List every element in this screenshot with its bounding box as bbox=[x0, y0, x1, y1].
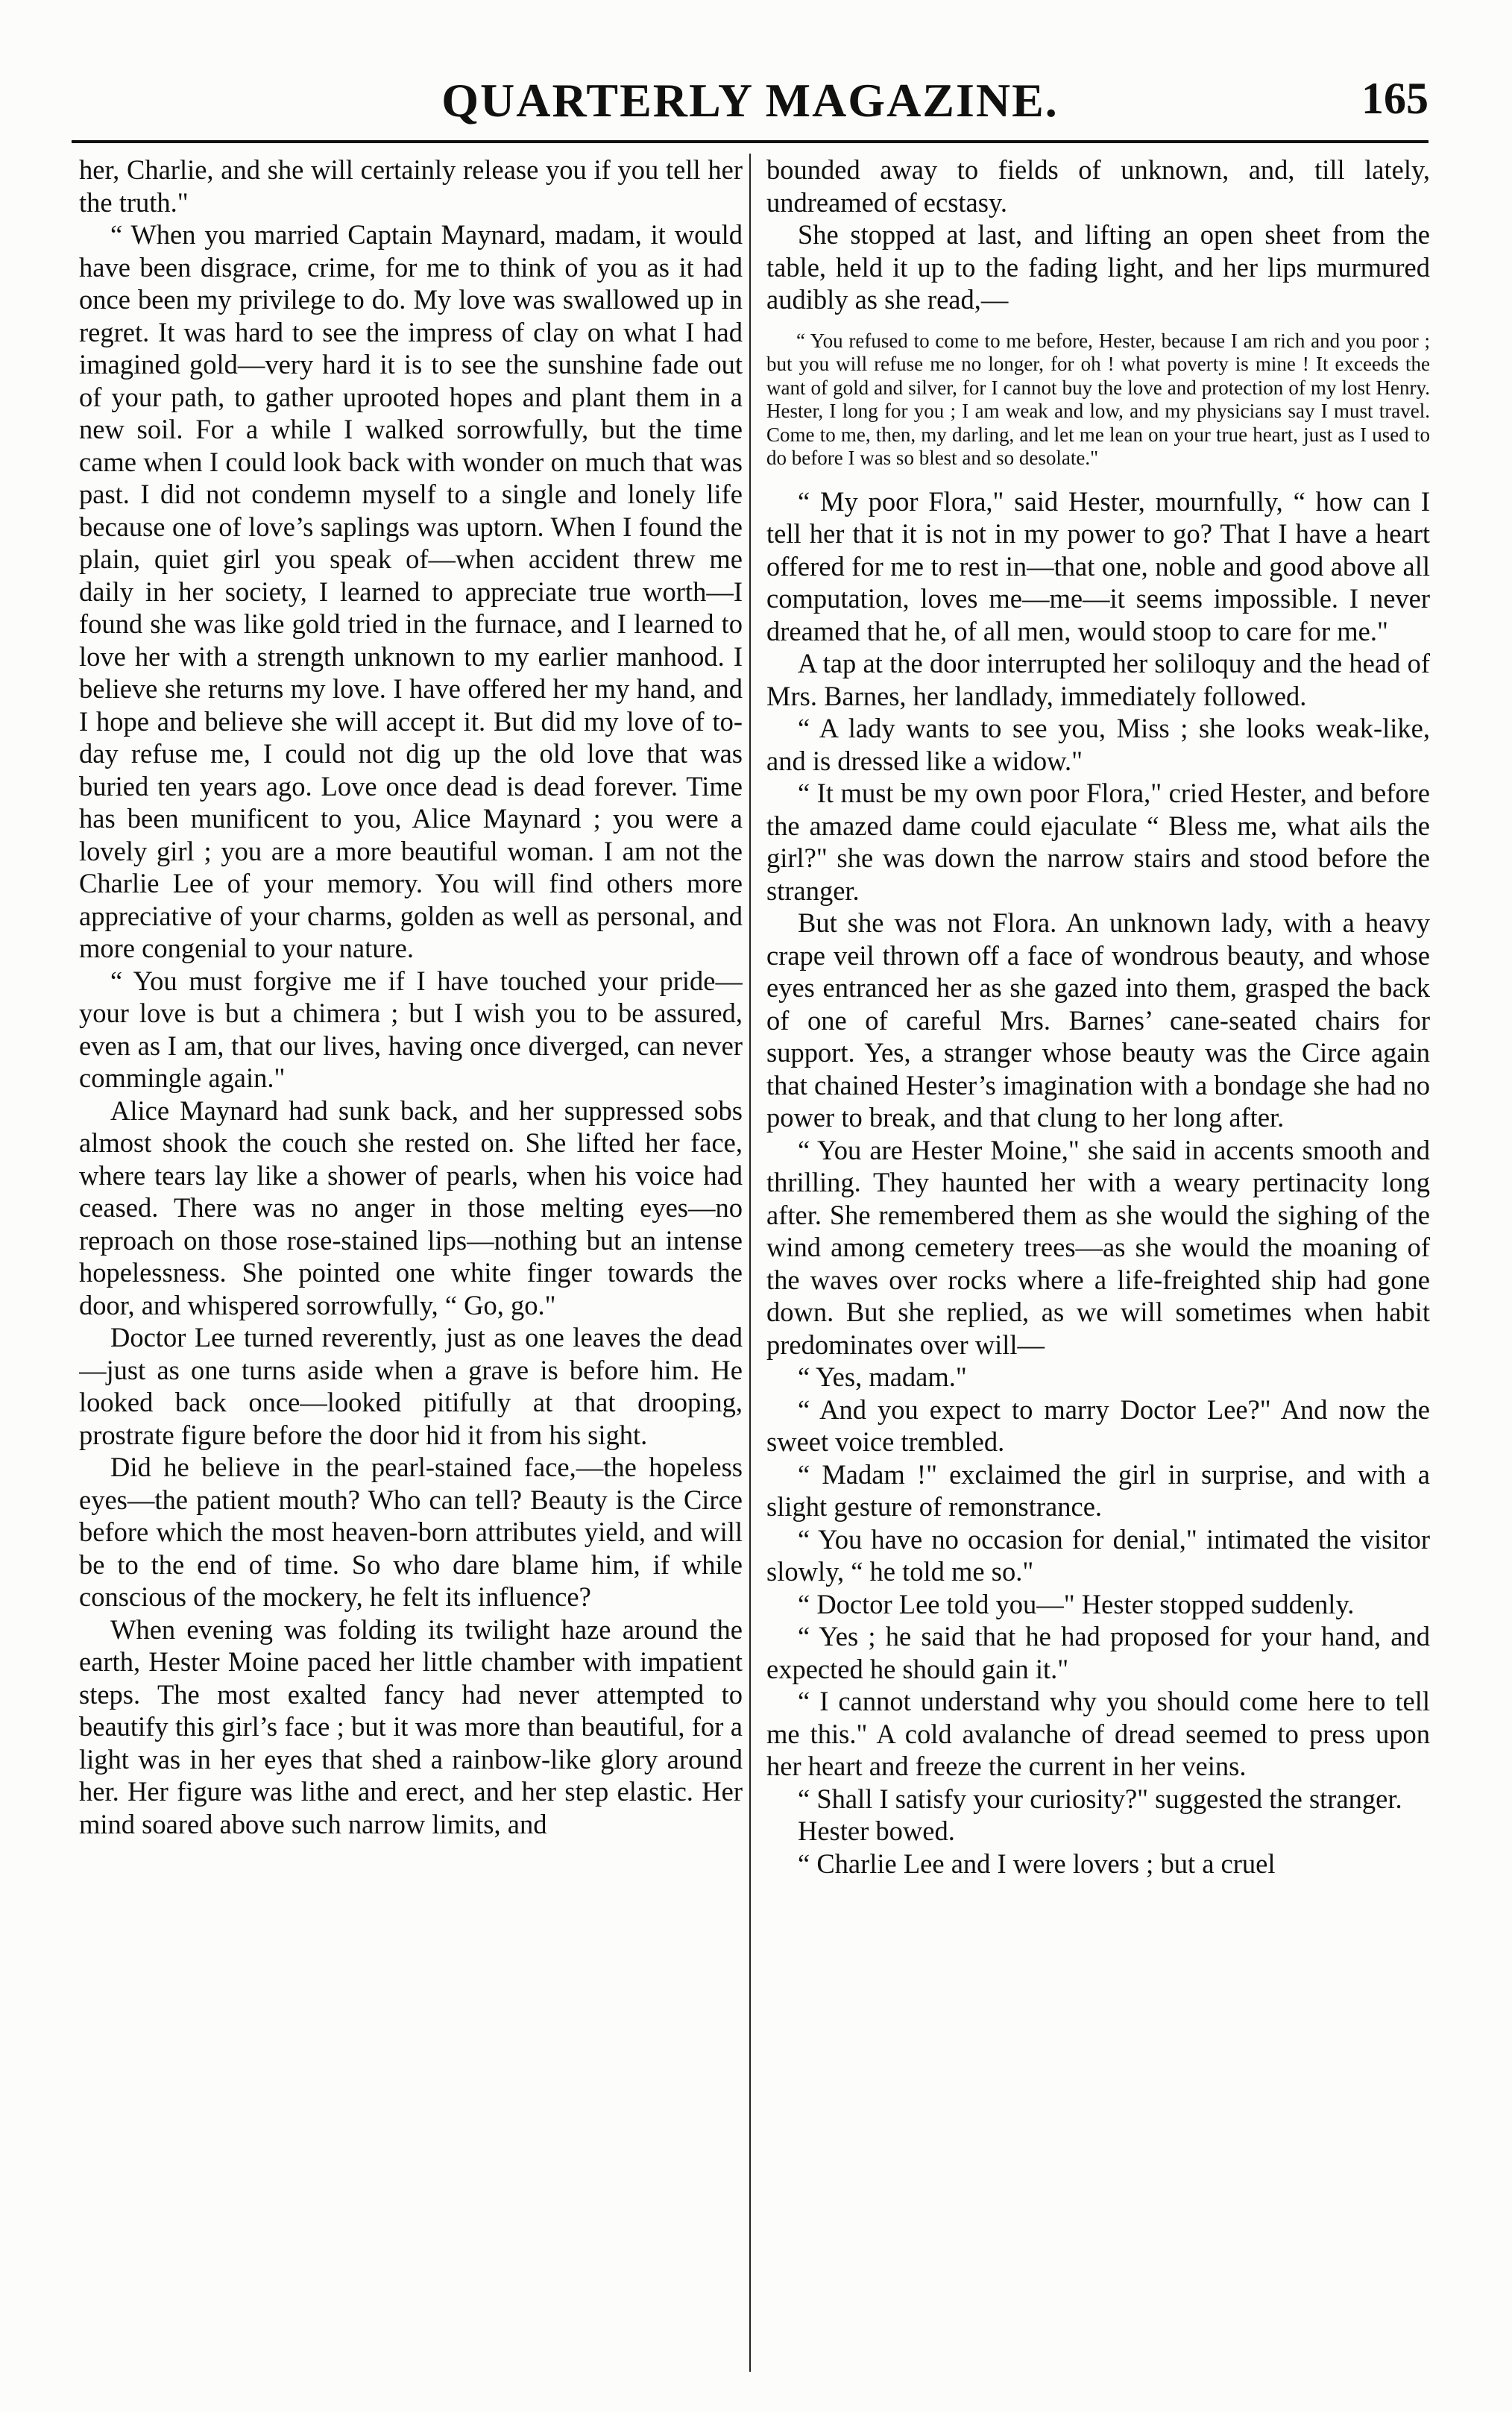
left-column bbox=[79, 154, 743, 2383]
paragraph: “ When you married Captain Maynard, madam, it would have been disgrace, crime, for me to think of you as it had once been my privilege to do. My love was swallowed up in regret. It was hard to see the impress of clay on what I had imagined gold—very hard it is to see the sunshine fade out of your path, to gather uprooted hopes and plant them in a new soil. For a while I walked sorrowfully, but the time came when I could look back with wonder on much that was past. I did not condemn myself to a single and lonely life because one of love’s saplings was uptorn. When I found the plain, quiet girl you speak of—when accident threw me daily in her society, I learned to appreciate true worth—I found she was like gold tried in the furnace, and I learned to love her with a strength unknown to my earlier manhood. I believe she returns my love. I have offered her my hand, and I hope and believe she will accept it. But did my love of to-day refuse me, I could not dig up the old love that was buried ten years ago. Love once dead is dead forever. Time has been munificent to you, Alice Maynard ; you were a lovely girl ; you are a more beautiful woman. I am not the Charlie Lee of your memory. You will find others more appreciative of your charms, golden as well as personal, and more congenial to your nature. bbox=[79, 219, 743, 963]
page-number: 165 bbox=[1361, 74, 1428, 123]
page-title: QUARTERLY MAGAZINE. bbox=[441, 74, 1059, 127]
paragraph: But she was not Flora. An unknown lady, with a heavy crape veil thrown off a face of wondrous beauty, and whose eyes entranced her as she gazed into them, grasped the back of one of careful Mrs. Barnes’ cane-seated chairs for support. Yes, a stranger whose beauty was the Circe again that chained Hester’s imagination with a bondage she had no power to break, and that clung to her long after. bbox=[766, 907, 1430, 1133]
paragraph: “ Charlie Lee and I were lovers ; but a cruel bbox=[798, 1848, 1276, 1879]
paragraph: “ You are Hester Moine," she said in accents smooth and thrilling. They haunted her with a weary pertinacity long after. She remembered them as she would the sighing of the wind among cemetery trees—as she would the moaning of the waves over rocks where a life-freighted ship had gone down. But she replied, as we will sometimes when habit predominates over will— bbox=[766, 1134, 1430, 1360]
paragraph: “ Yes ; he said that he had proposed for your hand, and expected he should gain it." bbox=[766, 1621, 1430, 1684]
paragraph: Alice Maynard had sunk back, and her suppressed sobs almost shook the couch she rested on. She lifted her face, where tears lay like a shower of pearls, when his voice had ceased. There was no anger in those melting eyes—no reproach on those rose-stained lips—nothing but an intense hopelessness. She pointed one white finger towards the door, and whispered sorrowfully, “ Go, go." bbox=[79, 1095, 743, 1320]
paragraph: She stopped at last, and lifting an open sheet from the table, held it up to the fading light, and her lips murmured audibly as she read,— bbox=[766, 219, 1430, 315]
paragraph: “ Yes, madam." bbox=[798, 1361, 967, 1392]
paragraph: “ You must forgive me if I have touched your pride—your love is but a chimera ; but I wish you to be assured, even as I am, that our lives, having once diverged, can never commingle again." bbox=[79, 965, 743, 1093]
paragraph: Doctor Lee turned reverently, just as one leaves the dead—just as one turns aside when a grave is before him. He looked back once—looked pitifully at that drooping, prostrate figure before the door hid it from his sight. bbox=[79, 1322, 743, 1450]
paragraph: “ It must be my own poor Flora," cried Hester, and before the amazed dame could ejaculate “ Bless me, what ails the girl?" she was down the narrow stairs and stood before the stranger. bbox=[766, 778, 1430, 906]
paragraph: “ And you expect to marry Doctor Lee?" And now the sweet voice trembled. bbox=[766, 1394, 1430, 1457]
paragraph: Hester bowed. bbox=[798, 1816, 955, 1846]
paragraph: A tap at the door interrupted her soliloquy and the head of Mrs. Barnes, her landlady, immediately followed. bbox=[766, 648, 1430, 711]
paragraph: “ You have no occasion for denial," intimated the visitor slowly, “ he told me so." bbox=[766, 1523, 1430, 1587]
paragraph: “ Shall I satisfy your curiosity?" suggested the stranger. bbox=[798, 1783, 1402, 1814]
paragraph: “ Madam !" exclaimed the girl in surprise, and with a slight gesture of remonstrance. bbox=[766, 1458, 1430, 1522]
paragraph: “ My poor Flora," said Hester, mournfully, “ how can I tell her that it is not in my power to go? That I have a heart offered for me to rest in—that one, noble and good above all computation, loves me—me—it seems impossible. I never dreamed that he, of all men, would stoop to care for me." bbox=[766, 485, 1430, 646]
letter-quote: “ You refused to come to me before, Hester, because I am rich and you poor ; but you will refuse me no longer, for oh ! what poverty is mine ! It exceeds the want of gold and silver, for I cannot buy the love and protection of my lost Henry. Hester, I long for you ; I am weak and low, and my physicians say I must travel. Come to me, then, my darling, and let me lean on your true heart, just as I used to do before I was so blest and so desolate." bbox=[766, 329, 1430, 469]
running-header bbox=[72, 69, 1428, 143]
paragraph: “ A lady wants to see you, Miss ; she looks weak-like, and is dressed like a widow." bbox=[766, 713, 1430, 776]
paragraph: “ Doctor Lee told you—" Hester stopped suddenly. bbox=[798, 1588, 1355, 1619]
paragraph: her, Charlie, and she will certainly release you if you tell her the truth." bbox=[79, 154, 743, 218]
paragraph: When evening was folding its twilight haze around the earth, Hester Moine paced her little chamber with impatient steps. The most exalted fancy had never attempted to beautify this girl’s face ; but it was more than beautiful, for a light was in her eyes that shed a rainbow-like glory around her. Her figure was lithe and erect, and her step elastic. Her mind soared above such narrow limits, and bbox=[79, 1613, 743, 1839]
paragraph: Did he believe in the pearl-stained face,—the hopeless eyes—the patient mouth? Who can tell? Beauty is the Circe before which the most heaven-born attributes yield, and will be to the end of time. So who dare blame him, if while conscious of the mockery, he felt its influence? bbox=[79, 1452, 743, 1612]
paragraph: “ I cannot understand why you should come here to tell me this." A cold avalanche of dread seemed to press upon her heart and freeze the current in her veins. bbox=[766, 1686, 1430, 1781]
paragraph: bounded away to fields of unknown, and, till lately, undreamed of ecstasy. bbox=[766, 154, 1430, 218]
right-column bbox=[766, 154, 1430, 2383]
column-divider bbox=[749, 154, 751, 2372]
